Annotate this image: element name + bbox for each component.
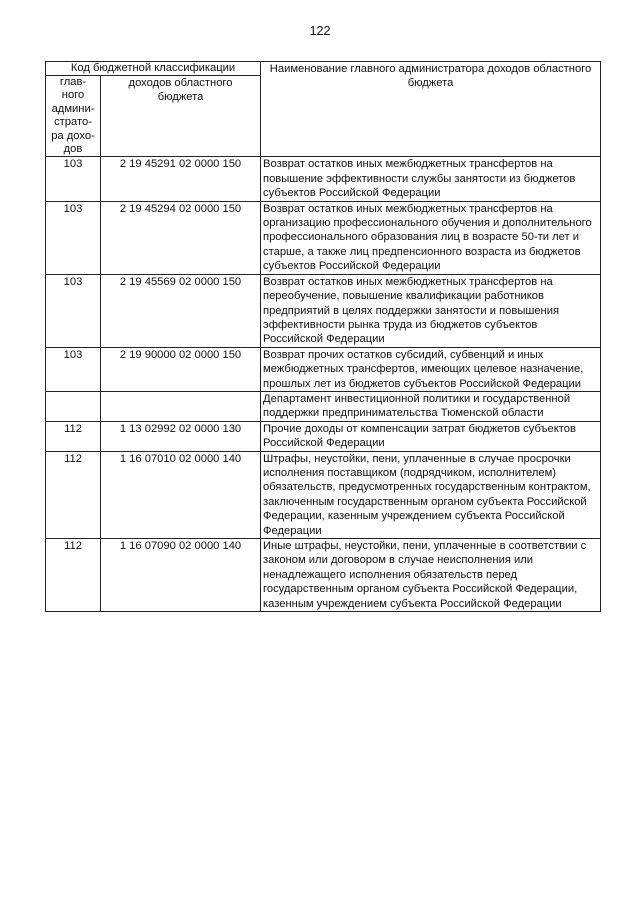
- name-cell: Возврат остатков иных межбюджетных трансфертов на переобучение, повышение квалификации работников предприятий в целях поддержки занятости и повышения эффективности рынка труда из бюджетов субъектов Российской Федерации: [261, 274, 601, 347]
- table-row: [46, 421, 601, 451]
- header-admin-line: админи-: [51, 102, 95, 115]
- table-row: [46, 157, 601, 201]
- header-admin-line: дов: [63, 143, 83, 156]
- admin-code-cell: 112: [46, 539, 101, 612]
- name-cell: Штрафы, неустойки, пени, уплаченные в случае просрочки исполнения поставщиком (подрядчиком, исполнителем) обязательств, предусмотренных государственным контрактом, заключенным государственным органом субъекта Российской Федерации, казенным учреждением субъекта Российской Федерации: [261, 451, 601, 538]
- income-code-cell: 2 19 90000 02 0000 150: [101, 347, 261, 391]
- header-classification-code: Код бюджетной классификации: [46, 62, 261, 76]
- income-code-cell: 2 19 45294 02 0000 150: [101, 201, 261, 274]
- department-row: [46, 391, 601, 421]
- admin-code-cell: 103: [46, 347, 101, 391]
- header-administrator-name: Наименование главного администратора доходов областного бюджета: [261, 62, 601, 157]
- budget-classification-table: [45, 61, 601, 612]
- table-row: [46, 451, 601, 538]
- header-admin-line: ра дохо-: [51, 129, 95, 142]
- admin-code-cell: 103: [46, 274, 101, 347]
- income-code-cell: 1 16 07010 02 0000 140: [101, 451, 261, 538]
- header-income-text: доходов областного бюджета: [128, 77, 233, 104]
- table-row: [46, 347, 601, 391]
- income-code-cell: 1 13 02992 02 0000 130: [101, 421, 261, 451]
- name-cell: Прочие доходы от компенсации затрат бюджетов субъектов Российской Федерации: [261, 421, 601, 451]
- table-row: [46, 201, 601, 274]
- department-name-cell: Департамент инвестиционной политики и государственной поддержки предпринимательства Тюменской области: [261, 391, 601, 421]
- header-admin-line: глав-: [59, 76, 87, 88]
- admin-code-cell: 103: [46, 157, 101, 201]
- admin-code-cell: 103: [46, 201, 101, 274]
- table-row: [46, 274, 601, 347]
- page-number: 122: [309, 24, 331, 38]
- name-cell: Иные штрафы, неустойки, пени, уплаченные в соответствии с законом или договором в случае неисполнения или ненадлежащего исполнения обязательств перед государственным органом субъекта Российской Федерации, казенным учреждением субъекта Российской Федерации: [261, 539, 601, 612]
- admin-code-cell: 112: [46, 421, 101, 451]
- header-admin-line: ного: [61, 89, 85, 102]
- income-code-cell: 2 19 45291 02 0000 150: [101, 157, 261, 201]
- header-main-administrator: [46, 76, 101, 157]
- admin-code-cell: [46, 391, 101, 421]
- income-code-cell: 2 19 45569 02 0000 150: [101, 274, 261, 347]
- income-code-cell: [101, 391, 261, 421]
- name-cell: Возврат прочих остатков субсидий, субвенций и иных межбюджетных трансфертов, имеющих целевое назначение, прошлых лет из бюджетов субъектов Российской Федерации: [261, 347, 601, 391]
- name-cell: Возврат остатков иных межбюджетных трансфертов на организацию профессионального обучения и дополнительного профессионального образования лиц в возрасте 50-ти лет и старше, а также лиц предпенсионного возраста из бюджетов субъектов Российской Федерации: [261, 201, 601, 274]
- admin-code-cell: 112: [46, 451, 101, 538]
- name-cell: Возврат остатков иных межбюджетных трансфертов на повышение эффективности службы занятости из бюджетов субъектов Российской Федерации: [261, 157, 601, 201]
- header-regional-income: [101, 76, 261, 157]
- table-row: [46, 539, 601, 612]
- income-code-cell: 1 16 07090 02 0000 140: [101, 539, 261, 612]
- header-admin-line: страто-: [54, 116, 92, 129]
